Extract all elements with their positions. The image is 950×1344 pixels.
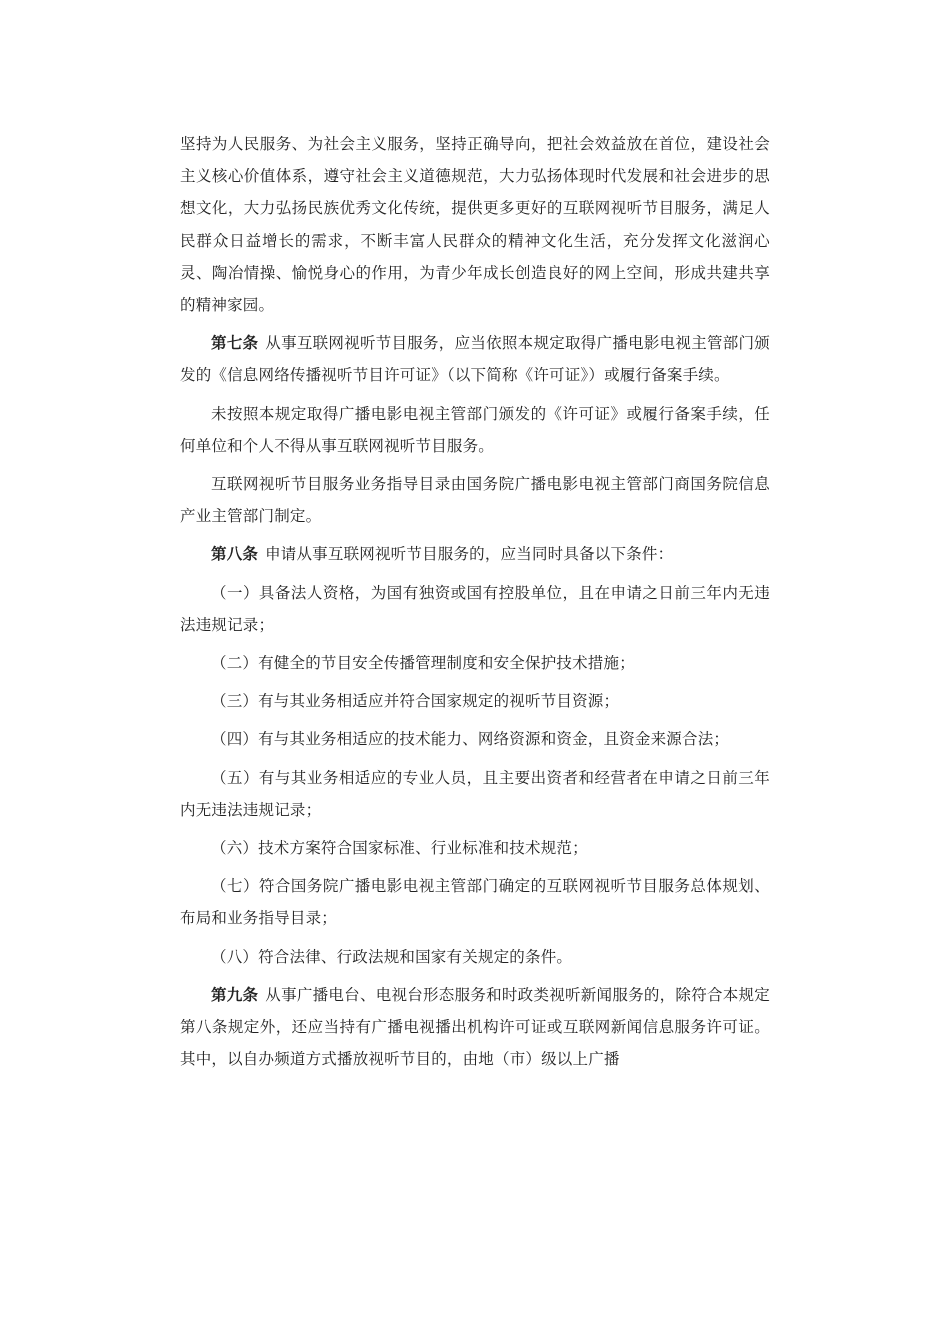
article-text: 从事广播电台、电视台形态服务和时政类视听新闻服务的，除符合本规定第八条规定外，还应当持有广播电视播出机构许可证或互联网新闻信息服务许可证。其中，以自办频道方式播放视听节目的，由地（市）级以上广播 [180, 985, 770, 1069]
paragraph-7-2: 未按照本规定取得广播电影电视主管部门颁发的《许可证》或履行备案手续，任何单位和个人不得从事互联网视听节目服务。 [180, 404, 770, 455]
article-number: 第七条 [211, 334, 259, 353]
list-item-4: （四）有与其业务相适应的技术能力、网络资源和资金，且资金来源合法； [211, 730, 730, 749]
list-item-7: （七）符合国务院广播电影电视主管部门确定的互联网视听节目服务总体规划、布局和业务指导目录； [180, 877, 770, 928]
article-text: 申请从事互联网视听节目服务的，应当同时具备以下条件： [265, 545, 674, 564]
paragraph-continuation: 坚持为人民服务、为社会主义服务，坚持正确导向，把社会效益放在首位，建设社会主义核心价值体系，遵守社会主义道德规范，大力弘扬体现时代发展和社会进步的思想文化，大力弘扬民族优秀文化传统，提供更多更好的互联网视听节目服务，满足人民群众日益增长的需求，不断丰富人民群众的精神文化生活，充分发挥文化滋润心灵、陶冶情操、愉悦身心的作用，为青少年成长创造良好的网上空间，形成共建共享的精神家园。 [180, 135, 770, 315]
list-item-8: （八）符合法律、行政法规和国家有关规定的条件。 [211, 947, 573, 966]
list-item-5: （五）有与其业务相适应的专业人员，且主要出资者和经营者在申请之日前三年内无违法违规记录； [180, 768, 770, 819]
list-item-6: （六）技术方案符合国家标准、行业标准和技术规范； [211, 839, 588, 858]
list-item-3: （三）有与其业务相适应并符合国家规定的视听节目资源； [211, 692, 620, 711]
paragraph-7-3: 互联网视听节目服务业务指导目录由国务院广播电影电视主管部门商国务院信息产业主管部门制定。 [180, 475, 770, 526]
article-text: 从事互联网视听节目服务，应当依照本规定取得广播电影电视主管部门颁发的《信息网络传播视听节目许可证》（以下简称《许可证》）或履行备案手续。 [180, 334, 770, 385]
article-number: 第九条 [211, 985, 259, 1004]
article-7 [180, 327, 770, 391]
document-body [180, 128, 770, 1081]
article-9 [180, 979, 770, 1076]
list-item-2: （二）有健全的节目安全传播管理制度和安全保护技术措施； [211, 654, 635, 673]
article-number: 第八条 [211, 545, 259, 564]
list-item-1: （一）具备法人资格，为国有独资或国有控股单位，且在申请之日前三年内无违法违规记录； [180, 583, 770, 634]
article-8 [180, 538, 770, 570]
